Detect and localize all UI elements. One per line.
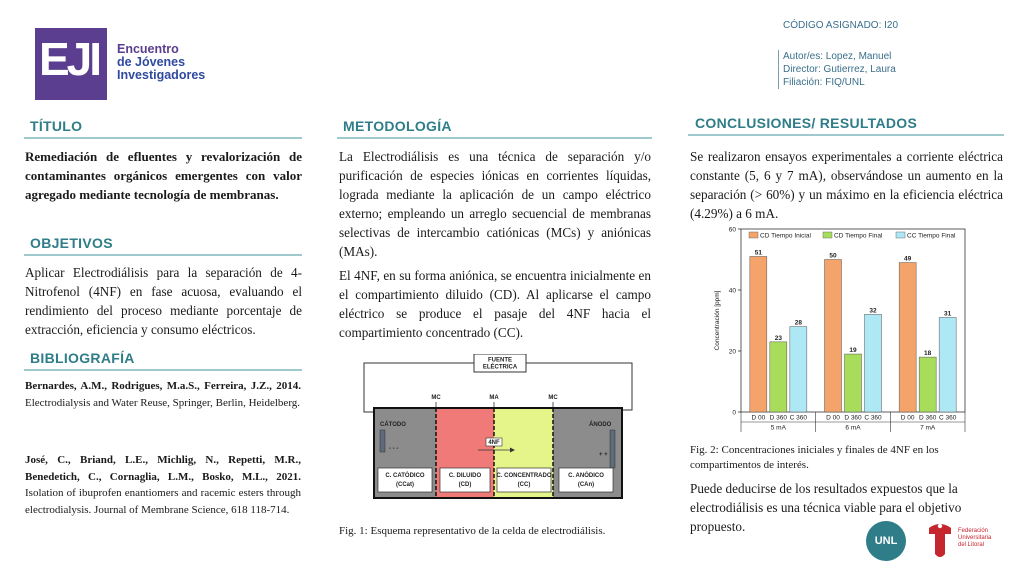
fig2-caption: Fig. 2: Concentraciones iniciales y finales de 4NF en los compartimentos de interés. <box>690 444 939 471</box>
bar <box>919 357 936 412</box>
bar <box>899 263 916 412</box>
fiq-logo-mark <box>925 520 955 560</box>
metodologia-p2: El 4NF, en su forma aniónica, se encuentra inicialmente en el compartimiento diluido (CD). Al aplicarse el campo eléctrico se produce el pasaje del 4NF hacia el compartimiento concentrado (CC). <box>339 268 651 340</box>
conclusiones-rule <box>688 134 1004 136</box>
unl-logo-text: UNL <box>874 535 898 547</box>
bar <box>865 314 882 412</box>
label-box-catodico <box>378 468 432 492</box>
power-source-label-1: FUENTE <box>488 357 512 364</box>
x-category-label: D 360 <box>918 414 937 422</box>
legend-swatch <box>896 232 905 238</box>
bar <box>790 327 807 412</box>
logo-name-line-1: Encuentro <box>117 42 179 56</box>
fiq-line-2: Universitaria <box>958 535 992 541</box>
eji-logo <box>35 26 205 102</box>
bib-ref-2-rest: Isolation of ibuprofen enantiomers and racemic esters through electrodialysis. Journal of Membrane Science, 618 118-714. <box>25 487 301 516</box>
fiq-logo-text <box>958 528 991 549</box>
logo-letters: EJI <box>39 33 100 85</box>
bar-value-label: 51 <box>754 249 762 257</box>
group-label: 7 mA <box>920 424 936 432</box>
objetivos-rule <box>24 254 302 256</box>
bib-ref-2-authors: José, C., Briand, L.E., Michlig, N., Repetti, M.R., Benedetich, C., Cornaglia, L.M., Bosko, M.L., 2021. <box>25 454 301 483</box>
legend-label: CD Tiempo Final <box>834 232 883 240</box>
logo-name <box>117 43 205 82</box>
y-tick-label: 0 <box>732 409 736 417</box>
anode-electrode <box>610 430 615 468</box>
bar-value-label: 23 <box>774 334 782 342</box>
cathode-electrode <box>380 430 385 452</box>
legend-swatch <box>749 232 758 238</box>
cathode-label: CÁTODO <box>380 422 406 428</box>
label-concentrado-name: C. CONCENTRADO <box>496 473 552 479</box>
legend-swatch <box>823 232 832 238</box>
group-label: 6 mA <box>845 424 861 432</box>
bibliografia-rule <box>24 369 302 371</box>
conclusiones-heading: CONCLUSIONES/ RESULTADOS <box>695 115 918 131</box>
director: Director: Gutierrez, Laura <box>783 64 896 75</box>
membrane-label-ma: MA <box>489 395 499 401</box>
bar-value-label: 18 <box>924 350 932 358</box>
electrodialysis-diagram <box>360 354 640 516</box>
label-box-anodico <box>559 468 613 492</box>
metodologia-rule <box>337 137 652 139</box>
bib-ref-1-rest: Electrodialysis and Water Reuse, Springer, Berlin, Heidelberg. <box>25 396 301 409</box>
label-diluido-abbr: (CD) <box>458 482 472 488</box>
membrane-label-mc-1: MC <box>431 395 441 401</box>
fig1-caption: Fig. 1: Esquema representativo de la celda de electrodiálisis. <box>339 525 606 537</box>
x-category-label: C 360 <box>789 414 808 422</box>
bar <box>845 354 862 412</box>
y-tick-label: 20 <box>728 348 736 356</box>
y-axis-label: Concentración [ppm] <box>714 290 721 351</box>
bar <box>770 342 787 412</box>
author: Autor/es: Lopez, Manuel <box>783 51 892 62</box>
unl-logo <box>866 521 906 561</box>
concentration-bar-chart <box>703 224 973 436</box>
bar <box>825 260 842 413</box>
bar-value-label: 31 <box>944 310 952 318</box>
affiliation: Filiación: FIQ/UNL <box>783 77 865 88</box>
titulo-heading: TÍTULO <box>30 118 83 134</box>
assigned-code: CÓDIGO ASIGNADO: I20 <box>783 20 899 31</box>
group-label: 5 mA <box>770 424 786 432</box>
metodologia-heading: METODOLOGÍA <box>343 118 452 134</box>
x-category-label: D 00 <box>751 414 766 422</box>
cathode-charge: - - - <box>389 446 399 452</box>
bib-ref-2 <box>25 452 301 518</box>
fiq-line-1: Federación <box>958 528 989 534</box>
objetivos-heading: OBJETIVOS <box>30 235 113 251</box>
anode-label: ÁNODO <box>589 422 612 428</box>
fiq-line-3: del Litoral <box>958 542 985 548</box>
power-source-label-2: ELÉCTRICA <box>482 364 518 371</box>
logo-name-line-2: de Jóvenes <box>117 55 186 69</box>
x-category-label: D 360 <box>844 414 862 422</box>
bar-value-label: 28 <box>794 319 802 327</box>
bar-value-label: 19 <box>849 347 857 355</box>
logo-name-line-3: Investigadores <box>117 68 206 82</box>
label-box-diluido <box>440 468 490 492</box>
label-catodico-name: C. CATÓDICO <box>385 473 425 479</box>
y-tick-label: 40 <box>728 287 736 295</box>
membrane-label-mc-2: MC <box>548 395 558 401</box>
x-category-label: D 00 <box>900 414 915 422</box>
titulo-text: Remediación de efluentes y revalorización de contaminantes orgánicos emergentes con valor agregado mediante tecnología de membranas. <box>25 149 302 202</box>
bar-value-label: 32 <box>869 307 877 315</box>
label-anodico-name: C. ANÓDICO <box>568 473 604 479</box>
label-anodico-abbr: (CAn) <box>577 482 595 488</box>
species-label: 4NF <box>488 440 500 446</box>
bar-value-label: 49 <box>904 255 912 263</box>
label-box-concentrado <box>497 468 551 492</box>
metodologia-p1: La Electrodiálisis es una técnica de separación y/o purificación de especies iónicas en corrientes líquidas, lograda mediante la aplicación de un campo eléctrico externo; empleando un arreglo secuencial de membranas selectivas de intercambio catiónicas (MCs) y aniónicas (MAs). <box>339 149 651 259</box>
conclusiones-p2: Puede deducirse de los resultados expuestos que la electrodiálisis es una técnica viable para el objetivo propuesto. <box>690 481 962 534</box>
fiq-logo-shape <box>929 524 951 557</box>
bar <box>939 317 956 412</box>
label-diluido-name: C. DILUIDO <box>448 473 482 479</box>
titulo-rule <box>24 137 302 139</box>
x-category-label: D 360 <box>769 414 788 422</box>
fiq-logo-dot <box>938 524 942 528</box>
author-block <box>778 50 896 89</box>
x-category-label: C 360 <box>938 414 957 422</box>
x-category-label: D 00 <box>826 414 840 422</box>
anode-charge: + + <box>599 452 608 458</box>
conclusiones-p1: Se realizaron ensayos experimentales a corriente eléctrica constante (5, 6 y 7 mA), observándose un aumento en la separación (> 60%) y un máximo en la eficiencia eléctrica (4.29%) a 6 mA. <box>690 149 1003 221</box>
bibliografia-heading: BIBLIOGRAFÍA <box>30 350 135 366</box>
y-tick-label: 60 <box>728 226 736 234</box>
legend-label: CD Tiempo Inicial <box>760 232 811 240</box>
bar-value-label: 50 <box>829 252 837 260</box>
label-catodico-abbr: (CCat) <box>396 482 414 488</box>
bib-ref-1-authors: Bernardes, A.M., Rodrigues, M.a.S., Ferreira, J.Z., 2014. <box>25 380 301 392</box>
x-category-label: C 360 <box>864 414 882 422</box>
objetivos-text: Aplicar Electrodiálisis para la separación de 4-Nitrofenol (4NF) en fase acuosa, evaluando el rendimiento del proceso mediante porcentaje de extracción, eficiencia y consumo eléctricos. <box>25 265 302 337</box>
bar <box>750 256 767 412</box>
label-concentrado-abbr: (CC) <box>517 482 531 488</box>
bib-ref-1 <box>25 378 301 411</box>
legend-label: CC Tiempo Final <box>907 232 956 240</box>
